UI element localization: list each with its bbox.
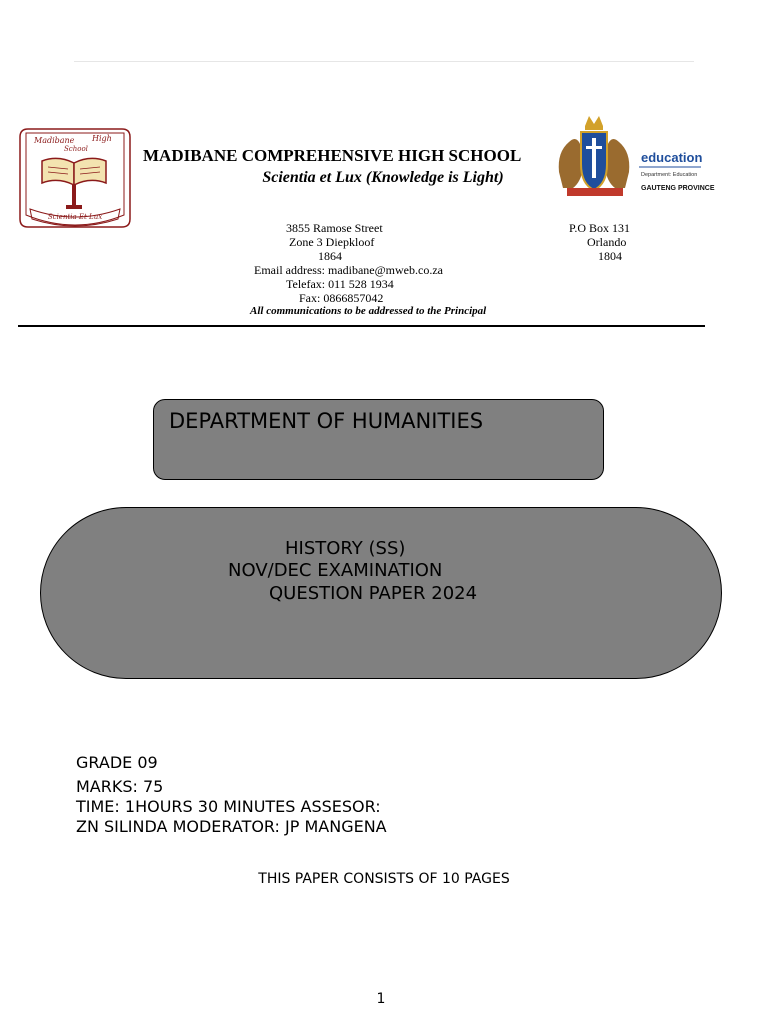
fax-number: Fax: 0866857042 [299, 291, 384, 305]
telefax-number: Telefax: 011 528 1934 [286, 277, 394, 291]
department-box [153, 399, 604, 480]
crest-text-madibane: Madibane [34, 136, 75, 145]
po-town: Orlando [587, 235, 627, 249]
edu-logo-subtitle: Department: Education [641, 172, 698, 178]
gauteng-education-logo [555, 112, 715, 200]
street-address: 3855 Ramose Street [286, 221, 383, 235]
zone-address: Zone 3 Diepkloof [289, 235, 375, 249]
edu-logo-title: education [641, 150, 703, 165]
school-crest-logo [18, 125, 132, 231]
email-address: Email address: madibane@mweb.co.za [254, 263, 443, 277]
exam-session: NOV/DEC EXAMINATION [228, 560, 443, 581]
crest-banner-text: Scientia Et Lux [47, 213, 103, 221]
exam-title-box [40, 507, 722, 679]
top-divider [74, 61, 694, 62]
street-postal-code: 1864 [318, 249, 342, 263]
exam-subject: HISTORY (SS) [285, 538, 406, 559]
marks-label: MARKS: 75 [76, 777, 164, 796]
time-assessor-label: TIME: 1HOURS 30 MINUTES ASSESOR: [76, 797, 381, 816]
school-name: MADIBANE COMPREHENSIVE HIGH SCHOOL [143, 146, 522, 165]
assessor-moderator-label: ZN SILINDA MODERATOR: JP MANGENA [76, 817, 387, 836]
department-title: DEPARTMENT OF HUMANITIES [169, 409, 484, 433]
exam-paper: QUESTION PAPER 2024 [269, 583, 478, 604]
po-postal-code: 1804 [598, 249, 622, 263]
page-count-note: THIS PAPER CONSISTS OF 10 PAGES [258, 871, 510, 887]
edu-logo-province: GAUTENG PROVINCE [641, 185, 715, 192]
communications-note: All communications to be addressed to the Principal [250, 305, 487, 317]
header-divider [18, 325, 705, 327]
crest-text-high: High [92, 134, 112, 143]
po-box: P.O Box 131 [569, 221, 631, 235]
crest-text-school: School [64, 145, 88, 153]
school-motto: Scientia et Lux (Knowledge is Light) [262, 169, 504, 186]
grade-label: GRADE 09 [76, 753, 158, 772]
page-number: 1 [376, 991, 386, 1007]
